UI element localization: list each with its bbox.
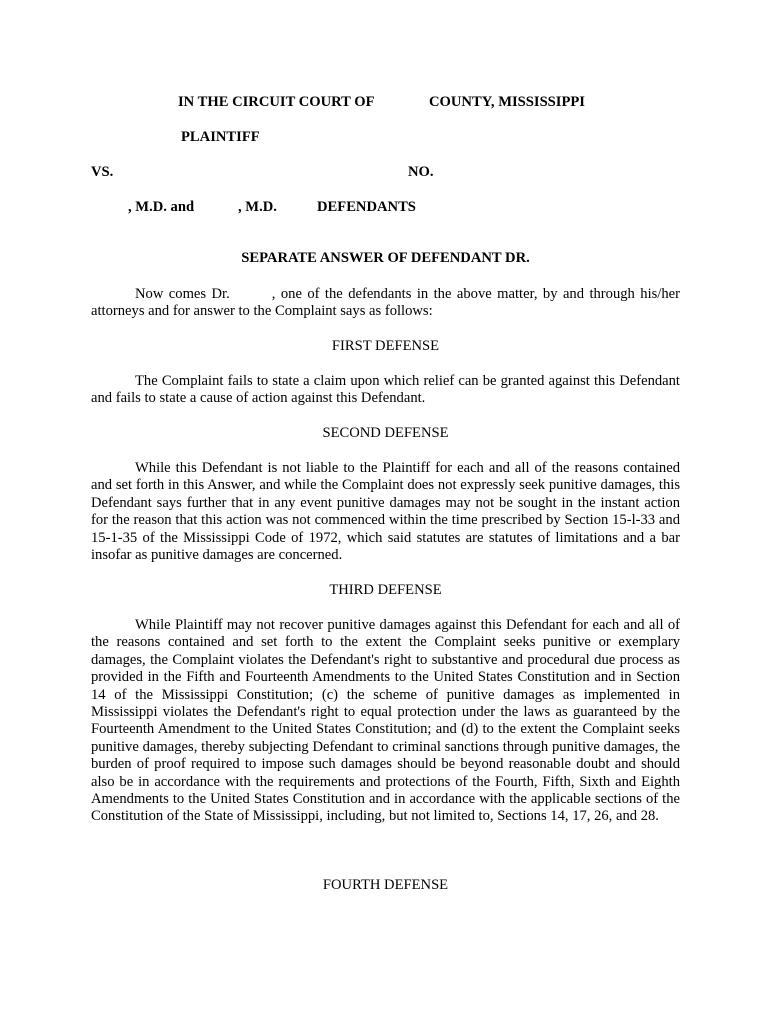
defendant-two-name: , M.D. [238, 199, 277, 215]
plaintiff-label: PLAINTIFF [181, 129, 260, 145]
intro-prefix: Now comes Dr. [135, 286, 230, 302]
intro-suffix: , one of the defendants in the above matter, by and through his/her attorneys and for answer to the Complaint says as follows: [91, 286, 680, 320]
third-defense-heading: THIRD DEFENSE [329, 582, 442, 598]
second-defense-text: While this Defendant is not liable to the Plaintiff for each and all of the reasons contained and set forth in this Answer, and while the Complaint does not expressly seek punitive damages, this Defendant says further that in any event punitive damages may not be sought in the instant action for the reason that this action was not commenced within the time prescribed by Section 15-l-33 and 15-1-35 of the Mississippi Code of 1972, which said statutes are statutes of limitations and a bar insofar as punitive damages are concerned. [91, 460, 680, 564]
first-defense-text: The Complaint fails to state a claim upon which relief can be granted against this Defendant and fails to state a cause of action against this Defendant. [91, 373, 680, 407]
court-name-prefix: IN THE CIRCUIT COURT OF [178, 94, 375, 110]
document-title: SEPARATE ANSWER OF DEFENDANT DR. [241, 250, 530, 266]
court-county-suffix: COUNTY, MISSISSIPPI [429, 94, 585, 110]
fourth-defense-heading: FOURTH DEFENSE [322, 877, 449, 893]
first-defense-heading: FIRST DEFENSE [331, 338, 440, 354]
intro-paragraph [91, 286, 680, 321]
defendants-label: DEFENDANTS [317, 199, 416, 215]
third-defense-text: While Plaintiff may not recover punitive damages against this Defendant for each and all of the reasons contained and set forth to the extent the Complaint seeks punitive or exemplary damages, the Complaint violates the Defendant's right to substantive and procedural due process as provided in the Fifth and Fourteenth Amendments to the United States Constitution and in Section 14 of the Mississippi Constitution; (c) the scheme of punitive damages as implemented in Mississippi violates the Defendant's right to equal protection under the laws as guaranteed by the Fourteenth Amendment to the United States Constitution; and (d) to the extent the Complaint seeks punitive damages, thereby subjecting Defendant to criminal sanctions through punitive damages, the burden of proof required to impose such damages should be beyond reasonable doubt and should also be in accordance with the requirements and protections of the Fourth, Fifth, Sixth and Eighth Amendments to the United States Constitution and in accordance with the applicable sections of the Constitution of the State of Mississippi, including, but not limited to, Sections 14, 17, 26, and 28. [91, 617, 680, 825]
case-number-label: NO. [408, 164, 434, 180]
vs-label: VS. [91, 164, 114, 180]
second-defense-heading: SECOND DEFENSE [322, 425, 449, 441]
defendant-one-name: , M.D. and [128, 199, 195, 215]
